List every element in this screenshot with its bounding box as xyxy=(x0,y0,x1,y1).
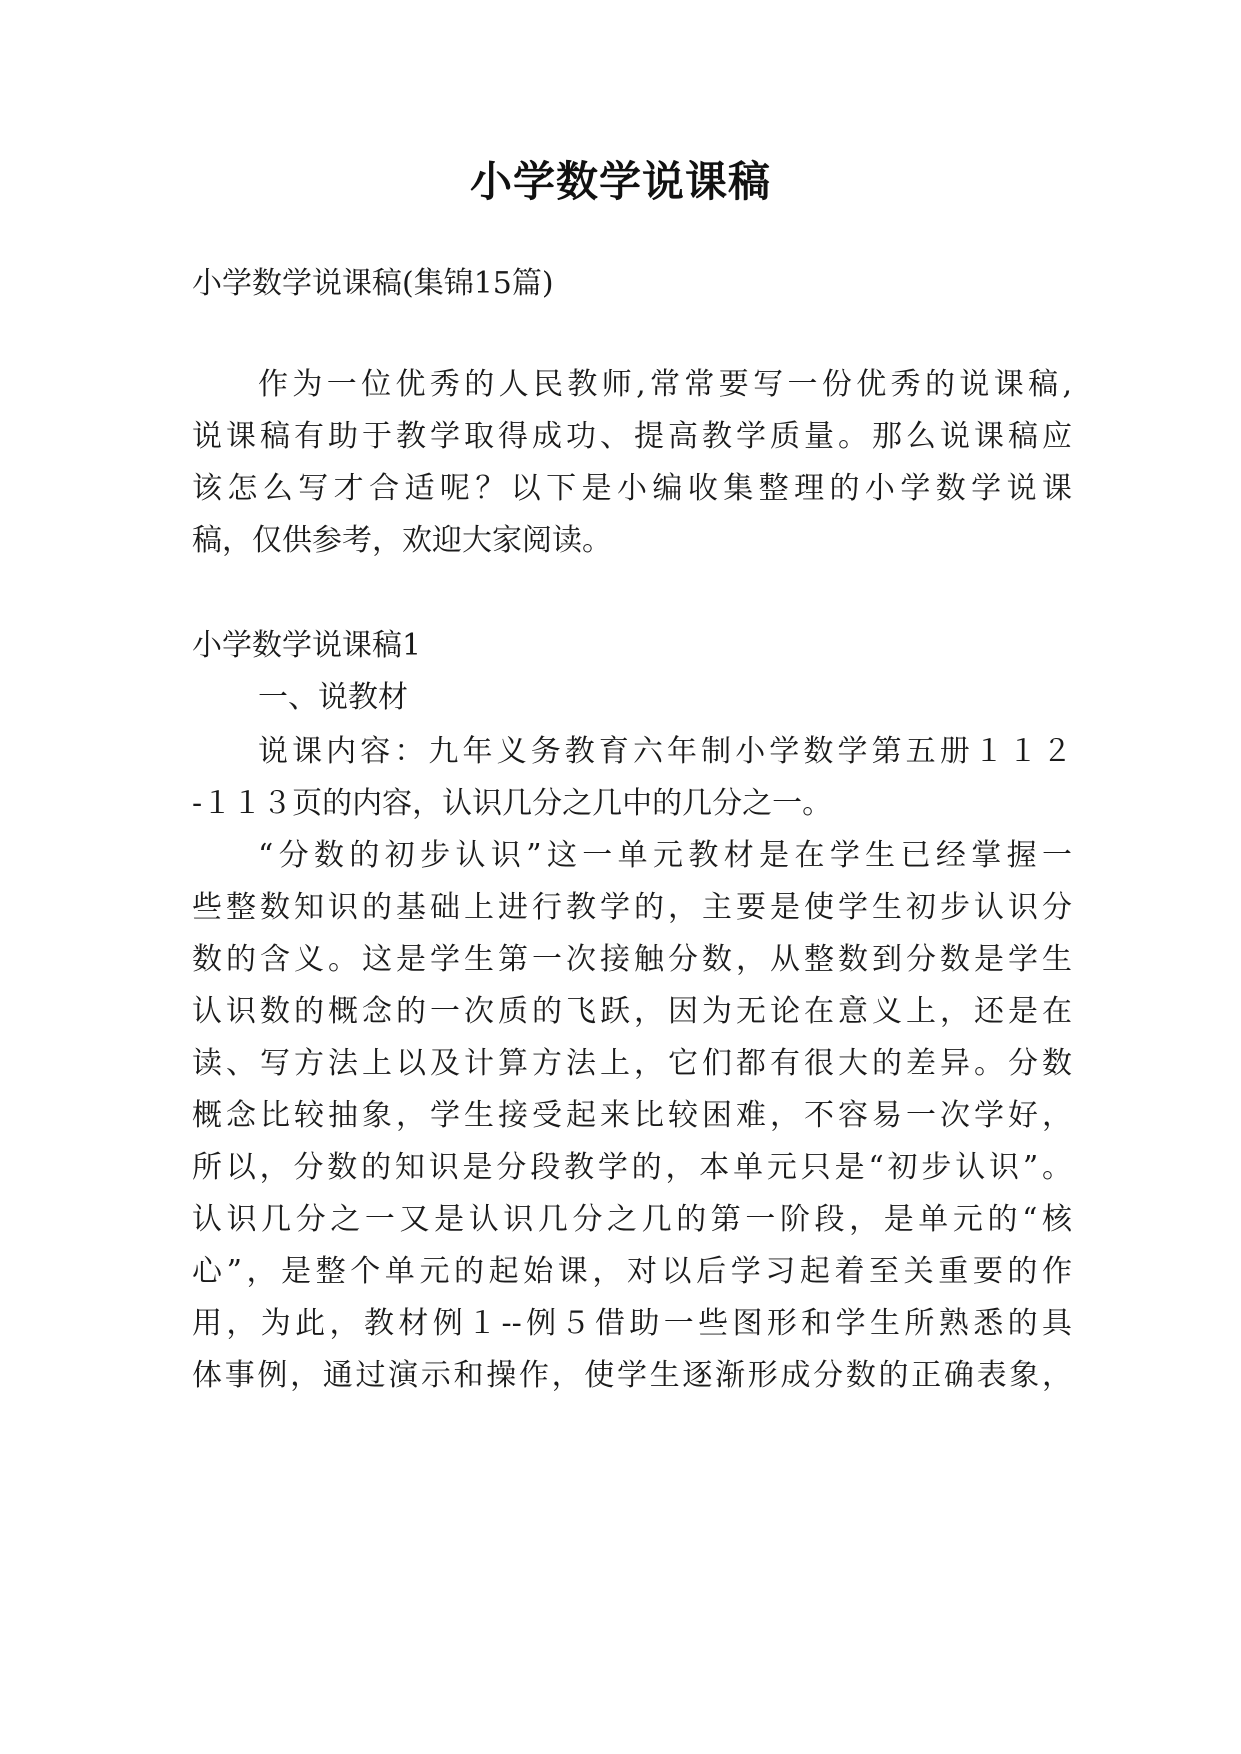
paragraph-line: “分数的初步认识”这一单元教材是在学生已经掌握一 xyxy=(258,838,1072,873)
document-title: 小学数学说课稿 xyxy=(469,157,771,206)
section-subheading: 一、说教材 xyxy=(258,680,408,715)
document-subtitle: 小学数学说课稿(集锦15篇) xyxy=(192,266,554,301)
paragraph-line: 认识几分之一又是认识几分之几的第一阶段，是单元的“核 xyxy=(192,1202,1072,1237)
paragraph-line: 数的含义。这是学生第一次接触分数，从整数到分数是学生 xyxy=(192,942,1072,977)
intro-line: 稿，仅供参考，欢迎大家阅读。 xyxy=(192,523,612,558)
content-line: 说课内容：九年义务教育六年制小学数学第五册１１２ xyxy=(258,734,1072,769)
paragraph-line: 概念比较抽象，学生接受起来比较困难，不容易一次学好， xyxy=(192,1098,1072,1133)
paragraph-line: 读、写方法上以及计算方法上，它们都有很大的差异。分数 xyxy=(192,1046,1072,1081)
paragraph-line: 所以，分数的知识是分段教学的，本单元只是“初步认识”。 xyxy=(192,1150,1072,1185)
content-line: -１１３页的内容，认识几分之几中的几分之一。 xyxy=(192,786,833,821)
paragraph-line: 体事例，通过演示和操作，使学生逐渐形成分数的正确表象， xyxy=(192,1358,1072,1393)
intro-line: 作为一位优秀的人民教师,常常要写一份优秀的说课稿, xyxy=(258,367,1072,402)
paragraph-line: 心”，是整个单元的起始课，对以后学习起着至关重要的作 xyxy=(192,1254,1072,1289)
paragraph-line: 认识数的概念的一次质的飞跃，因为无论在意义上，还是在 xyxy=(192,994,1072,1029)
section-heading: 小学数学说课稿1 xyxy=(192,628,422,663)
intro-line: 该怎么写才合适呢？以下是小编收集整理的小学数学说课 xyxy=(192,471,1072,506)
paragraph-line: 些整数知识的基础上进行教学的，主要是使学生初步认识分 xyxy=(192,890,1072,925)
intro-line: 说课稿有助于教学取得成功、提高教学质量。那么说课稿应 xyxy=(192,419,1072,454)
paragraph-line: 用，为此，教材例１--例５借助一些图形和学生所熟悉的具 xyxy=(192,1306,1072,1341)
